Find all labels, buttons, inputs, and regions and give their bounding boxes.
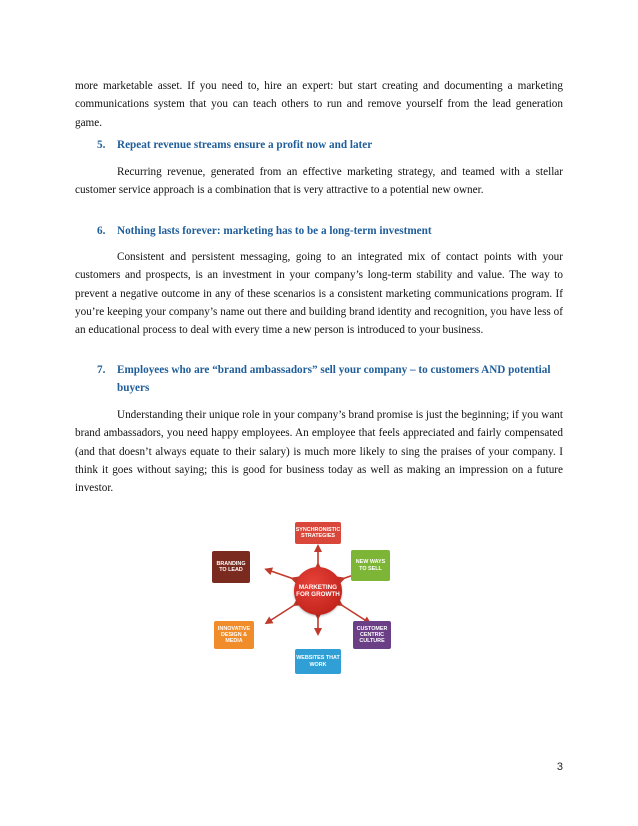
- marketing-for-growth-diagram: [205, 518, 433, 678]
- node-synchronistic-strategies: SYNCHRONISTIC STRATEGIES: [295, 522, 341, 544]
- heading-5: [97, 136, 563, 154]
- node-websites-that-work: WEBSITES THAT WORK: [295, 649, 341, 674]
- paragraph-consistent-messaging: Consistent and persistent messaging, going to an integrated mix of contact points with your customers and prospects, is an investment in your company’s long-term stability and value. The way to prevent a negative outcome in any of these scenarios is a consistent marketing communications program. If you’re keeping your company’s name out there and building brand identity and recognition, you have less of an educational process to deal with every time a new person is introduced to your business.: [75, 251, 563, 337]
- center-circle: MARKETING FOR GROWTH: [294, 567, 342, 615]
- heading-5-text: Repeat revenue streams ensure a profit now and later: [117, 139, 373, 151]
- heading-6: [97, 222, 563, 240]
- node-customer-centric-culture: CUSTOMER CENTRIC CULTURE: [353, 621, 391, 649]
- heading-5-number: 5.: [97, 139, 106, 151]
- arrow-right-bottom: [340, 604, 368, 622]
- paragraph-intro: more marketable asset. If you need to, hire an expert: but start creating and documenting a marketing communications system that you can teach others to run and remove yourself from the lead generation game.: [75, 80, 563, 129]
- heading-7-number: 7.: [97, 364, 106, 376]
- node-innovative-design-media: INNOVATIVE DESIGN & MEDIA: [214, 621, 254, 649]
- paragraph-brand-ambassadors: Understanding their unique role in your company’s brand promise is just the beginning; if you want brand ambassadors, you need happy employees. An employee that feels appreciated and fairly compensated (and that doesn’t always equate to their salary) is much more likely to sing the praises of your company. I think it goes without saying; this is good for business today as well as making an impression on a future investor.: [75, 409, 563, 495]
- arrow-left-bottom: [268, 604, 296, 622]
- heading-7: [97, 361, 563, 398]
- node-new-ways-to-sell: NEW WAYS TO SELL: [351, 550, 390, 581]
- heading-7-text: Employees who are “brand ambassadors” sell your company – to customers AND potential buyers: [117, 364, 551, 395]
- arrow-left-top: [268, 570, 294, 579]
- node-branding-to-lead: BRANDING TO LEAD: [212, 551, 250, 583]
- heading-6-number: 6.: [97, 225, 106, 237]
- heading-6-text: Nothing lasts forever: marketing has to be a long-term investment: [117, 225, 432, 237]
- page-number: 3: [556, 761, 563, 773]
- paragraph-recurring-revenue: Recurring revenue, generated from an effective marketing strategy, and teamed with a stellar customer service approach is a combination that is very attractive to a potential new owner.: [75, 166, 563, 197]
